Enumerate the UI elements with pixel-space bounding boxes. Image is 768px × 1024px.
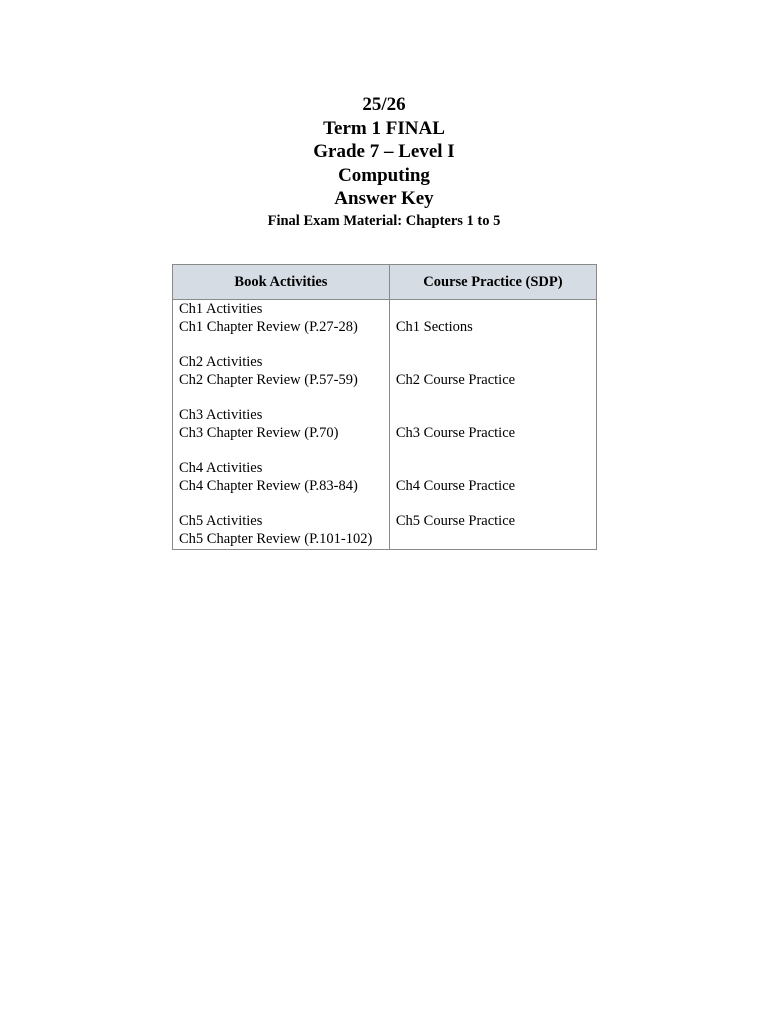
exam-material-label: Final Exam Material: Chapters 1 to 5 [267,212,501,229]
exam-material-table [172,264,597,550]
activities-item: Ch3 Activities [179,407,263,423]
chapter-review-item: Ch3 Chapter Review (P.70) [179,425,339,441]
course-practice-cell [389,512,596,550]
activities-item: Ch2 Activities [179,354,263,370]
chapter-review-item: Ch1 Chapter Review (P.27-28) [179,319,358,335]
activities-item: Ch1 Activities [179,301,263,317]
chapter-review-item: Ch5 Chapter Review (P.101-102) [179,531,373,547]
table-row [173,406,597,459]
book-activities-cell [173,512,390,550]
table-row [173,353,597,406]
table-row [173,459,597,512]
subject-label: Computing [338,164,430,186]
chapter-review-item: Ch2 Chapter Review (P.57-59) [179,372,358,388]
course-practice-item: Ch2 Course Practice [395,372,516,388]
chapter-review-item: Ch4 Chapter Review (P.83-84) [179,478,358,494]
table-row [173,300,597,354]
table-header-row [173,265,597,300]
course-practice-cell [389,300,596,354]
column-header-course-practice: Course Practice (SDP) [389,265,596,300]
book-activities-cell [173,459,390,512]
grade-label: Grade 7 – Level I [313,141,455,163]
table-row [173,512,597,550]
activities-item: Ch5 Activities [179,513,263,529]
course-practice-item: Ch3 Course Practice [395,425,516,441]
document-header [0,93,768,231]
course-practice-cell [389,406,596,459]
doc-type-label: Answer Key [334,188,434,210]
course-practice-item: Ch1 Sections [395,319,473,335]
course-practice-cell [389,353,596,406]
course-practice-item: Ch4 Course Practice [395,478,516,494]
book-activities-cell [173,353,390,406]
book-activities-cell [173,406,390,459]
column-header-book-activities: Book Activities [173,265,390,300]
course-practice-cell [389,459,596,512]
activities-item: Ch4 Activities [179,460,263,476]
course-practice-item: Ch5 Course Practice [395,513,516,529]
year-label: 25/26 [362,94,406,115]
term-label: Term 1 FINAL [323,117,445,139]
book-activities-cell [173,300,390,354]
